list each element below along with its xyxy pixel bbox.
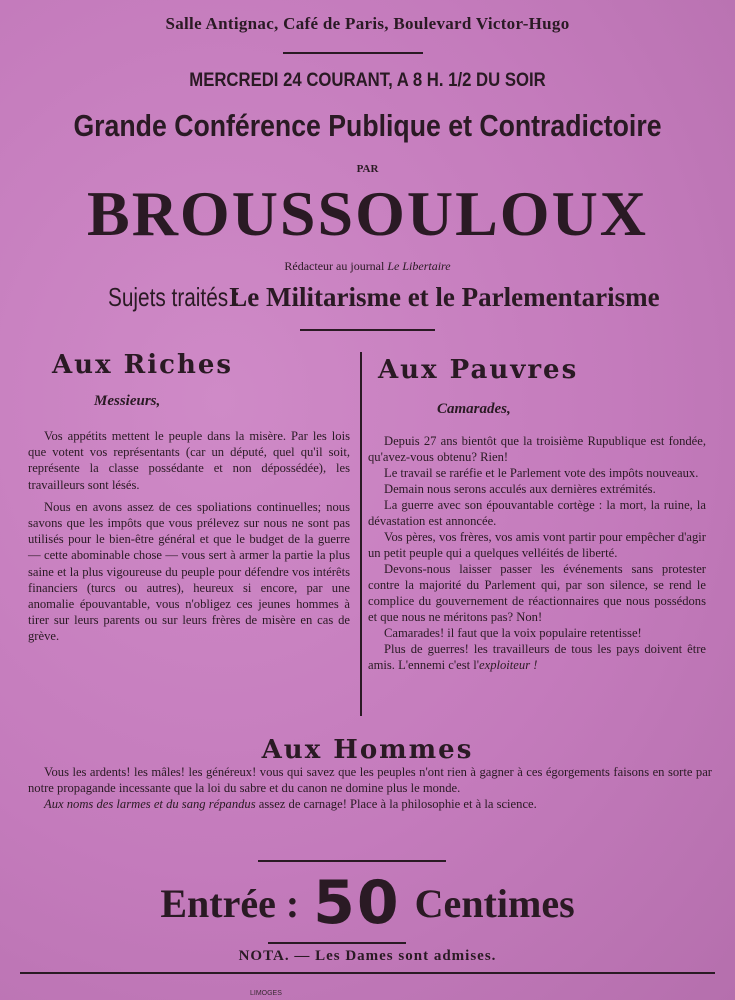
- right-paragraph: Depuis 27 ans bientôt que la troisième Rupublique est fondée, qu'avez-vous obtenu? Rien!: [368, 434, 706, 464]
- admission-amount: 50: [313, 868, 401, 938]
- bottom-paragraph: Vous les ardents! les mâles! les généreux! vous qui savez que les peuples n'ont rien à gagner à ces égorgements faisons en sorte par notre propagande incessante que la loi du sabre et du canon ne domine plus le monde.: [28, 765, 712, 796]
- by-label: PAR: [356, 163, 379, 175]
- divider-header: [300, 329, 435, 331]
- right-paragraph-text: Plus de guerres! les travailleurs de tous les pays doivent être amis. L'ennemi c'est l': [368, 642, 706, 672]
- nota-line: NOTA. — Les Dames sont admises.: [238, 948, 497, 964]
- right-salutation: Camarades,: [437, 401, 511, 417]
- right-paragraph: La guerre avec son épouvantable cortège : la mort, la ruine, la dévastation est annoncée.: [368, 498, 706, 528]
- venue-line: Salle Antignac, Café de Paris, Boulevard Victor-Hugo: [165, 14, 570, 33]
- divider-entree: [258, 860, 446, 862]
- bottom-section-title: Aux Hommes: [261, 735, 474, 765]
- divider-bottom: [20, 972, 715, 974]
- divider-nota: [268, 942, 406, 944]
- closing-emphasis: exploiteur !: [479, 658, 538, 672]
- admission-unit: Centimes: [414, 881, 575, 926]
- left-salutation: Messieurs,: [94, 393, 161, 409]
- event-title: Grande Conférence Publique et Contradictoire: [73, 108, 662, 143]
- subjects-label: Sujets traités :: [108, 282, 241, 312]
- event-date: MERCREDI 24 COURANT, A 8 H. 1/2 DU SOIR: [189, 70, 546, 91]
- column-divider: [360, 352, 362, 716]
- right-paragraph: Demain nous serons acculés aux dernières extrémités.: [384, 482, 656, 496]
- admission-line: [0, 868, 735, 938]
- left-paragraph: Vos appétits mettent le peuple dans la misère. Par les lois que votent vos représentants (car un député, quel qu'il soit, représente la classe possédante et non dépossédée), les travailleurs sont lésés.: [28, 429, 350, 492]
- admission-label: Entrée :: [160, 881, 300, 926]
- left-paragraph: Nous en avons assez de ces spoliations continuelles; nous savons que les impôts que vous prélevez sur nous ne sont pas utilisés pour le bien-être général et que le budget de la guerre — cette abominable chose — vous sert à armer la partie la plus saine et la plus vigoureuse du peuple pour défendre vos intérêts financiers (turcs ou autres), heureux si encore, par une anomalie épouvantable, vous n'obligez ces jeunes hommes à tirer sur leurs parents ou sur leurs frères de misère en cas de grève.: [28, 499, 350, 644]
- divider-top: [283, 52, 423, 54]
- left-column-text: [28, 428, 350, 645]
- bottom-closing: [28, 796, 712, 812]
- printer-imprint: LIMOGES: [250, 990, 282, 997]
- right-paragraph: Vos pères, vos frères, vos amis vont partir pour empêcher d'agir un petit peuple qui a quelques velléités de liberté.: [368, 530, 706, 560]
- bottom-italic-line: Aux noms des larmes et du sang répandus: [44, 797, 256, 812]
- bottom-closing-line: assez de carnage! Place à la philosophie et à la science.: [258, 797, 537, 812]
- bottom-section-text: [28, 764, 712, 813]
- right-paragraph: Le travail se raréfie et le Parlement vote des impôts nouveaux.: [384, 466, 699, 480]
- right-paragraph: Devons-nous laisser passer les événements sans protester contre la majorité du Parlement qui, par son silence, se rend le complice du gouvernement de réactionnaires que nous possédons et que nous ne méritons pas? Non!: [368, 562, 706, 624]
- speaker-name: BROUSSOULOUX: [87, 178, 648, 249]
- subjects-line: [0, 282, 735, 313]
- speaker-role: [0, 259, 735, 274]
- subjects-topic: Le Militarisme et le Parlementarisme: [229, 282, 660, 312]
- right-paragraph-last: [368, 641, 706, 673]
- right-paragraph: Camarades! il faut que la voix populaire retentisse!: [384, 626, 642, 640]
- right-column-title: Aux Pauvres: [378, 355, 579, 385]
- journal-name: Le Libertaire: [387, 259, 451, 273]
- role-prefix: Rédacteur au journal: [284, 259, 385, 273]
- left-column-title: Aux Riches: [52, 350, 234, 380]
- right-column-text: [368, 433, 706, 673]
